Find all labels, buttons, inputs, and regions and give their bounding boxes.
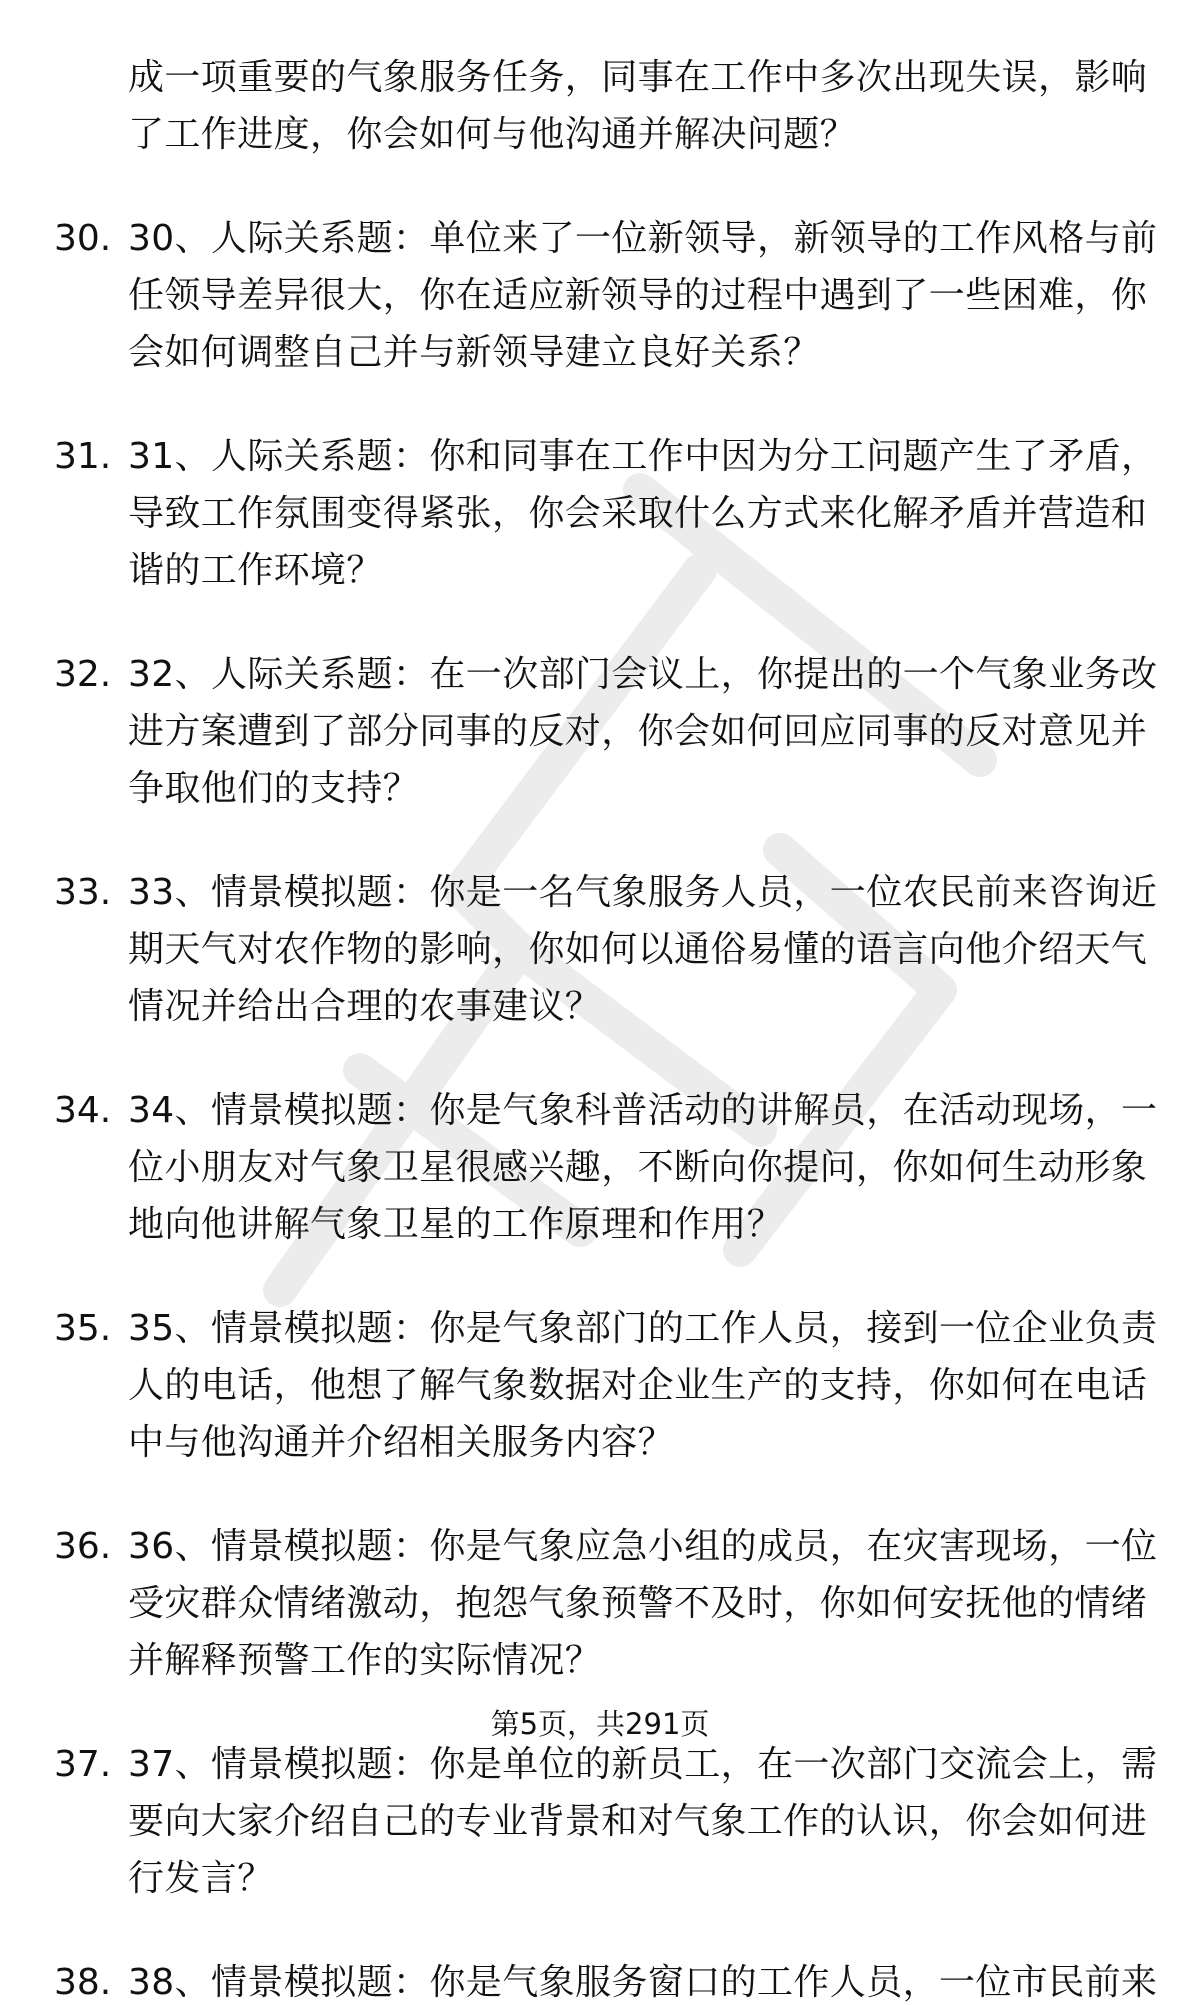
question-text-line: 34、情景模拟题：你是气象科普活动的讲解员，在活动现场，一 [128,1090,1158,1131]
question-text-line: 30、人际关系题：单位来了一位新领导，新领导的工作风格与前 [128,218,1158,259]
question-text-line: 并解释预警工作的实际情况？ [128,1640,602,1681]
question-text-line: 位小朋友对气象卫星很感兴趣，不断向你提问，你如何生动形象 [128,1147,1148,1188]
question-number: 31. [54,436,112,477]
question-text-line: 35、情景模拟题：你是气象部门的工作人员，接到一位企业负责 [128,1308,1158,1349]
question-text-line: 谐的工作环境？ [128,550,383,591]
question-text-line: 了工作进度，你会如何与他沟通并解决问题？ [128,114,857,155]
question-text-line: 受灾群众情绪激动，抱怨气象预警不及时，你如何安抚他的情绪 [128,1583,1148,1624]
question-text-line: 地向他讲解气象卫星的工作原理和作用？ [128,1204,784,1245]
question-text-line: 31、人际关系题：你和同事在工作中因为分工问题产生了矛盾， [128,436,1158,477]
question-text-line: 中与他沟通并介绍相关服务内容？ [128,1422,675,1463]
question-number: 38. [54,1962,112,2003]
question-text-line: 成一项重要的气象服务任务，同事在工作中多次出现失误，影响 [128,57,1148,98]
question-number: 32. [54,654,112,695]
question-text-line: 情况并给出合理的农事建议？ [128,986,602,1027]
question-text-line: 37、情景模拟题：你是单位的新员工，在一次部门交流会上，需 [128,1744,1158,1785]
question-text-line: 32、人际关系题：在一次部门会议上，你提出的一个气象业务改 [128,654,1158,695]
question-number: 34. [54,1090,112,1131]
question-text-line: 要向大家介绍自己的专业背景和对气象工作的认识，你会如何进 [128,1801,1148,1842]
question-text-line: 38、情景模拟题：你是气象服务窗口的工作人员，一位市民前来 [128,1962,1158,2003]
question-number: 37. [54,1744,112,1785]
question-number: 33. [54,872,112,913]
page-footer: 第5页，共291页 [490,1707,710,1741]
question-text-line: 导致工作氛围变得紧张，你会采取什么方式来化解矛盾并营造和 [128,493,1148,534]
question-text-line: 进方案遭到了部分同事的反对，你会如何回应同事的反对意见并 [128,711,1148,752]
question-text-line: 会如何调整自己并与新领导建立良好关系？ [128,332,820,373]
question-text-line: 33、情景模拟题：你是一名气象服务人员，一位农民前来咨询近 [128,872,1158,913]
question-text-line: 人的电话，他想了解气象数据对企业生产的支持，你如何在电话 [128,1365,1148,1406]
question-text-line: 行发言？ [128,1858,274,1899]
question-text-line: 期天气对农作物的影响，你如何以通俗易懂的语言向他介绍天气 [128,929,1148,970]
question-text-line: 争取他们的支持？ [128,768,420,809]
question-number: 36. [54,1526,112,1567]
question-number: 30. [54,218,112,259]
question-text-line: 任领导差异很大，你在适应新领导的过程中遇到了一些困难，你 [128,275,1148,316]
question-number: 35. [54,1308,112,1349]
question-text-line: 36、情景模拟题：你是气象应急小组的成员，在灾害现场，一位 [128,1526,1158,1567]
